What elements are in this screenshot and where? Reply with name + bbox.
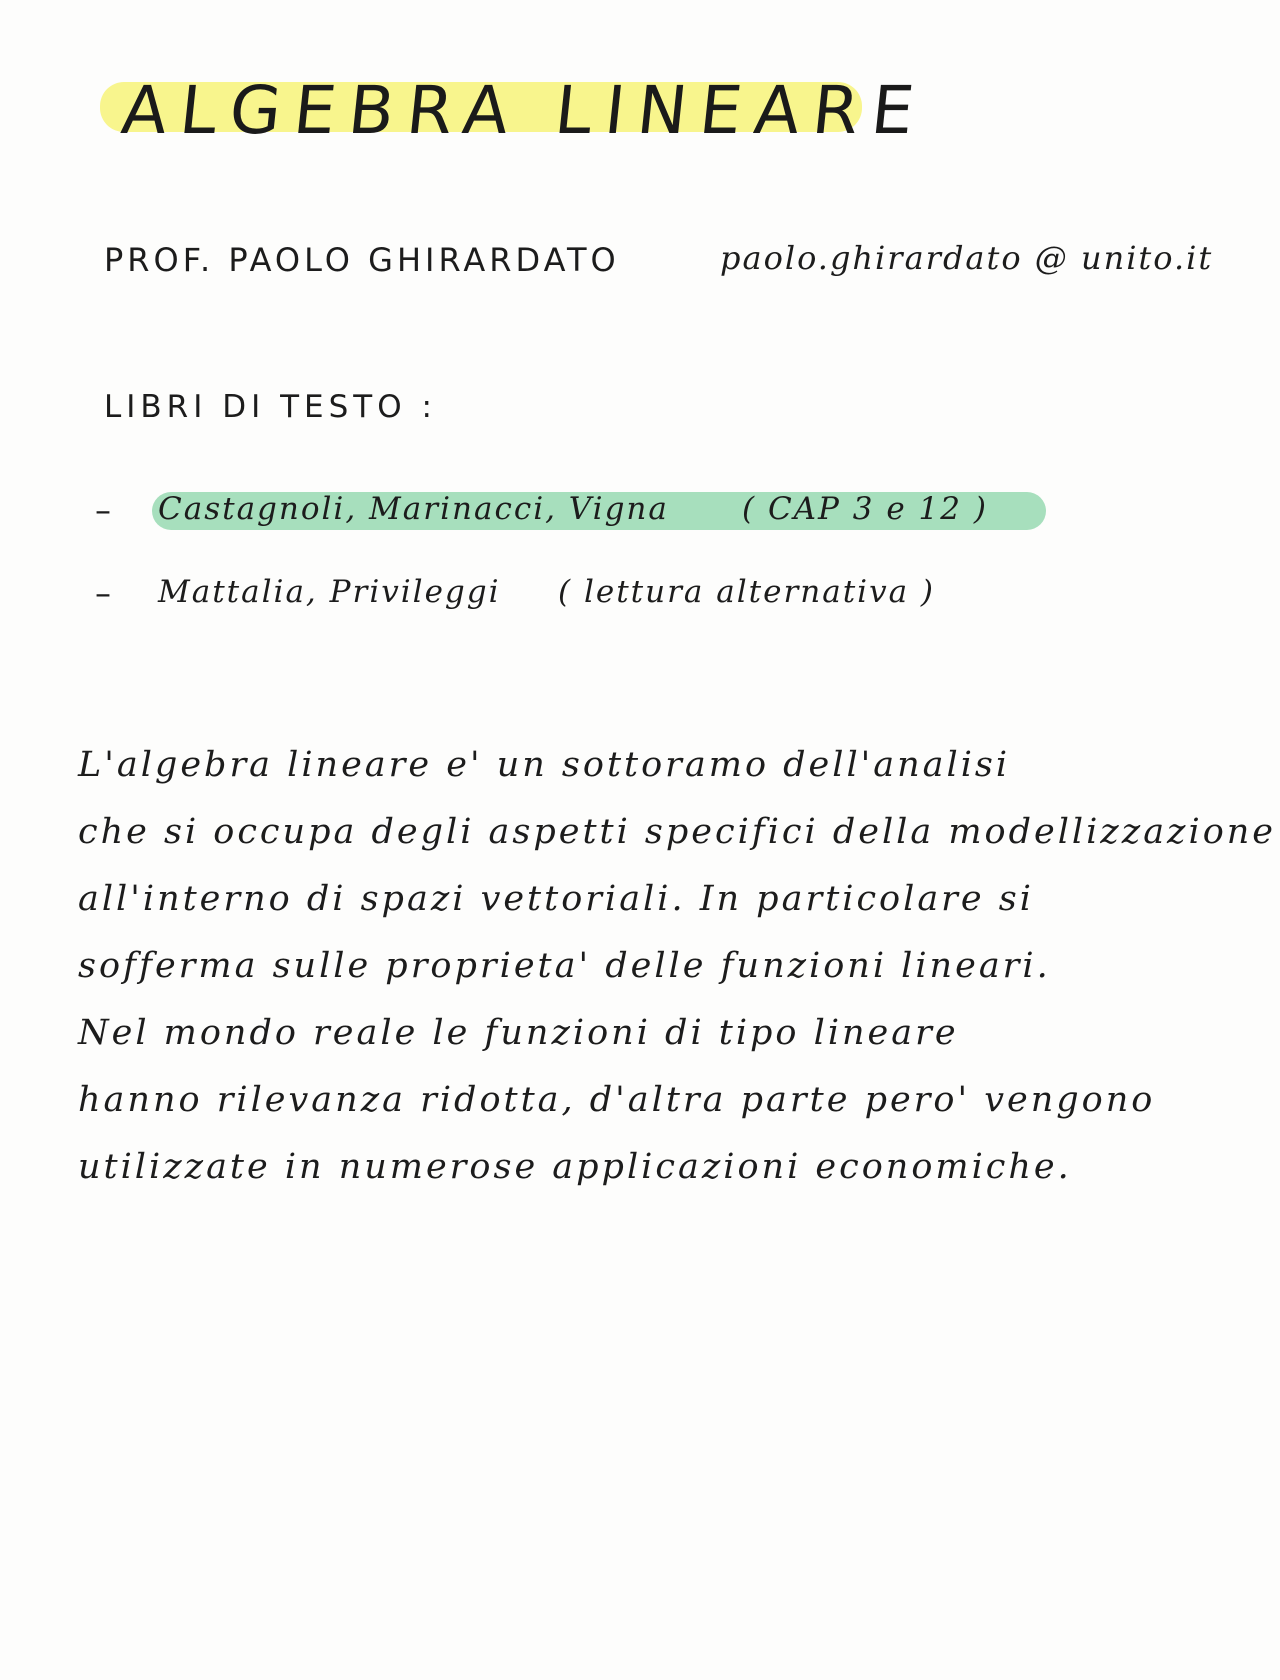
paragraph-line: utilizzate in numerose applicazioni economiche. — [78, 1147, 1072, 1187]
book-note: ( lettura alternativa ) — [558, 574, 936, 610]
paragraph-line: Nel mondo reale le funzioni di tipo lineare — [78, 1013, 959, 1053]
page-title: ALGEBRA LINEARE — [118, 72, 931, 149]
professor-name: PROF. PAOLO GHIRARDATO — [104, 241, 620, 279]
paragraph-line: sofferma sulle proprieta' delle funzioni lineari. — [78, 946, 1051, 986]
professor-email: paolo.ghirardato @ unito.it — [720, 239, 1214, 277]
book-note: ( CAP 3 e 12 ) — [742, 491, 988, 527]
list-bullet: – — [95, 491, 111, 529]
description-paragraph — [78, 732, 1277, 1201]
list-bullet: – — [95, 574, 111, 612]
paragraph-line: che si occupa degli aspetti specifici della modellizzazione — [78, 812, 1277, 852]
book-authors: Castagnoli, Marinacci, Vigna — [158, 491, 669, 527]
book-authors: Mattalia, Privileggi — [158, 574, 501, 610]
paragraph-line: hanno rilevanza ridotta, d'altra parte pero' vengono — [78, 1080, 1156, 1120]
paragraph-line: all'interno di spazi vettoriali. In particolare si — [78, 879, 1034, 919]
paragraph-line: L'algebra lineare e' un sottoramo dell'analisi — [78, 745, 1011, 785]
books-heading: LIBRI DI TESTO : — [104, 389, 437, 425]
